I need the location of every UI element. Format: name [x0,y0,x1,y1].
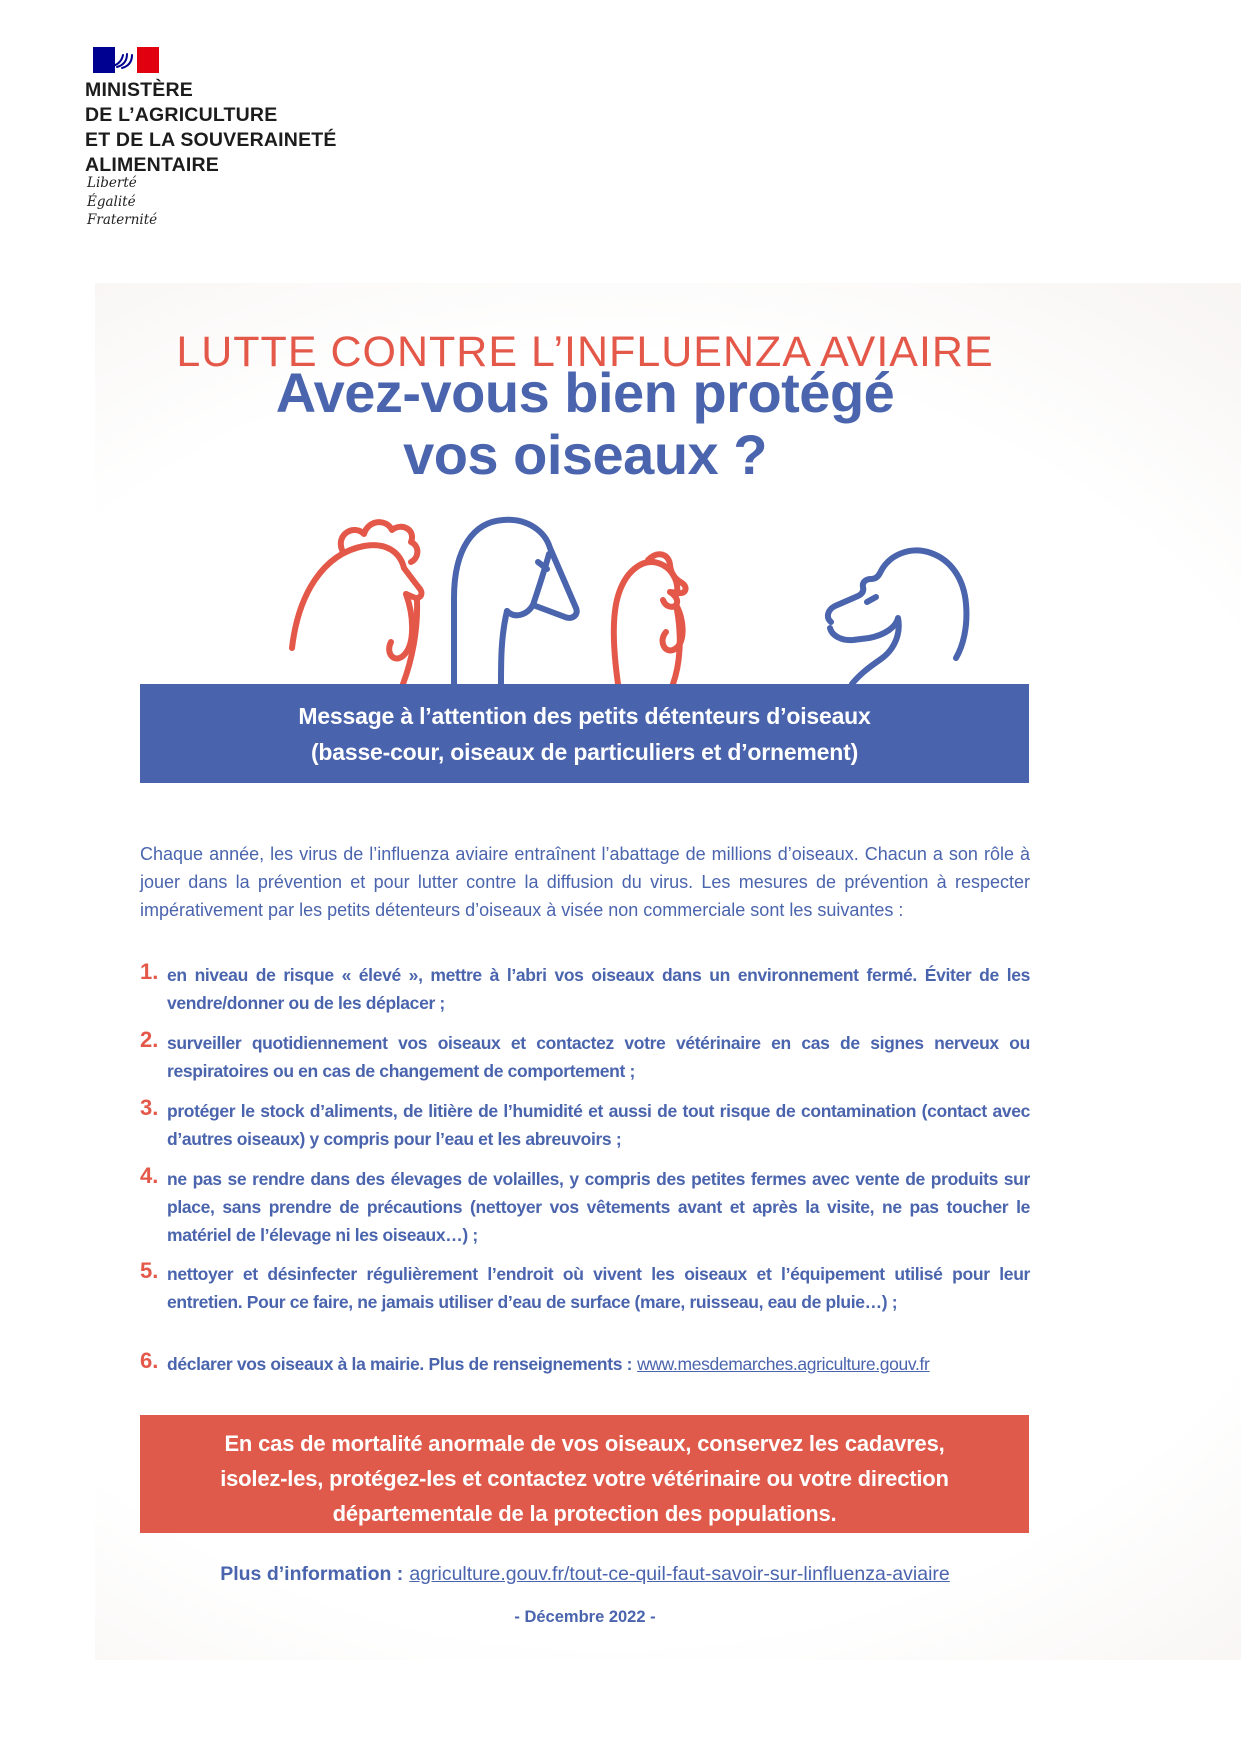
turkey-icon [614,554,686,684]
ministry-name [85,78,337,178]
measure-item-5 [140,1260,1030,1316]
intro-paragraph: Chaque année, les virus de l’influenza aviaire entraînent l’abattage de millions d’oiseaux. Chacun a son rôle à jouer dans la prévention et pour lutter contre la diffusion du virus. Les mesures de prévention à respecter impérativement par les petits détenteurs d’oiseaux à visée non commerciale sont les suivantes : [140,844,1030,920]
poster-title-line2: vos oiseaux ? [403,423,767,486]
ministry-line: DE L’AGRICULTURE [85,104,278,126]
measure-item-3 [140,1097,1030,1153]
goose-icon [454,520,577,684]
publication-date: - Décembre 2022 - [514,1608,656,1626]
more-info-line [140,1563,1030,1586]
audience-banner-line1: Message à l’attention des petits détenteurs d’oiseaux [298,703,871,729]
poster-surtitle: LUTTE CONTRE L’INFLUENZA AVIAIRE [176,328,994,376]
measure-item-6 [140,1350,1030,1378]
more-info-label: Plus d’information : [220,1563,404,1585]
french-government-logo [93,47,159,73]
marianne-icon [115,47,137,73]
alert-line1: En cas de mortalité anormale de vos oiseaux, conservez les cadavres, [224,1431,945,1456]
mesdemarches-link[interactable]: www.mesdemarches.agriculture.gouv.fr [637,1354,930,1374]
motto-line: Fraternité [87,212,158,228]
poster-title [140,362,1030,486]
measure-item-4 [140,1165,1030,1249]
measure-text: ne pas se rendre dans des élevages de volailles, y compris des petites fermes avec vente de produits sur place, sans prendre de précautions (nettoyer vos vêtements avant et après la visite, ne pas toucher le matériel de l’élevage ni les oiseaux…) ; [167,1169,1030,1245]
measure-text: en niveau de risque « élevé », mettre à l’abri vos oiseaux dans un environnement fermé. Éviter de les vendre/donner ou de les déplacer ; [167,965,1030,1013]
bird-heads-illustration [270,492,1065,686]
measure-text [167,1350,1030,1378]
duck-icon [828,550,967,684]
alert-line2: isolez-les, protégez-les et contactez votre vétérinaire ou votre direction [220,1466,949,1491]
measure-item-1 [140,961,1030,1017]
measure-text: nettoyer et désinfecter régulièrement l’endroit où vivent les oiseaux et l’équipement utilisé pour leur entretien. Pour ce faire, ne jamais utiliser d’eau de surface (mare, ruisseau, eau de pluie…) ; [167,1264,1030,1312]
measure-number: 1. [140,959,159,984]
republic-motto [87,174,157,230]
measure-text: protéger le stock d’aliments, de litière de l’humidité et aussi de tout risque de contamination (contact avec d’autres oiseaux) y compris pour l’eau et les abreuvoirs ; [167,1101,1030,1149]
measure-number: 6. [140,1348,159,1373]
measure-number: 3. [140,1095,159,1120]
measure-number: 4. [140,1163,159,1188]
agriculture-gouv-link[interactable]: agriculture.gouv.fr/tout-ce-quil-faut-savoir-sur-linfluenza-aviaire [409,1563,950,1585]
ministry-line: MINISTÈRE [85,79,193,101]
measure-number: 5. [140,1258,159,1283]
ministry-line: ALIMENTAIRE [85,154,219,176]
measure-item-2 [140,1029,1030,1085]
measure-text: surveiller quotidiennement vos oiseaux et contactez votre vétérinaire en cas de signes nerveux ou respiratoires ou en cas de changement de comportement ; [167,1033,1030,1081]
ministry-line: ET DE LA SOUVERAINETÉ [85,129,337,151]
audience-banner-line2: (basse-cour, oiseaux de particuliers et d’ornement) [310,739,859,765]
poster-title-line1: Avez-vous bien protégé [275,361,895,424]
mortality-alert-banner [140,1415,1029,1533]
audience-banner [140,684,1029,783]
alert-line3: départementale de la protection des populations. [332,1501,837,1526]
measure-number: 2. [140,1027,159,1052]
measure-text-bold: déclarer vos oiseaux à la mairie. Plus de renseignements : [167,1354,633,1374]
motto-line: Égalité [87,193,136,210]
chicken-icon [292,522,421,684]
motto-line: Liberté [87,175,137,191]
